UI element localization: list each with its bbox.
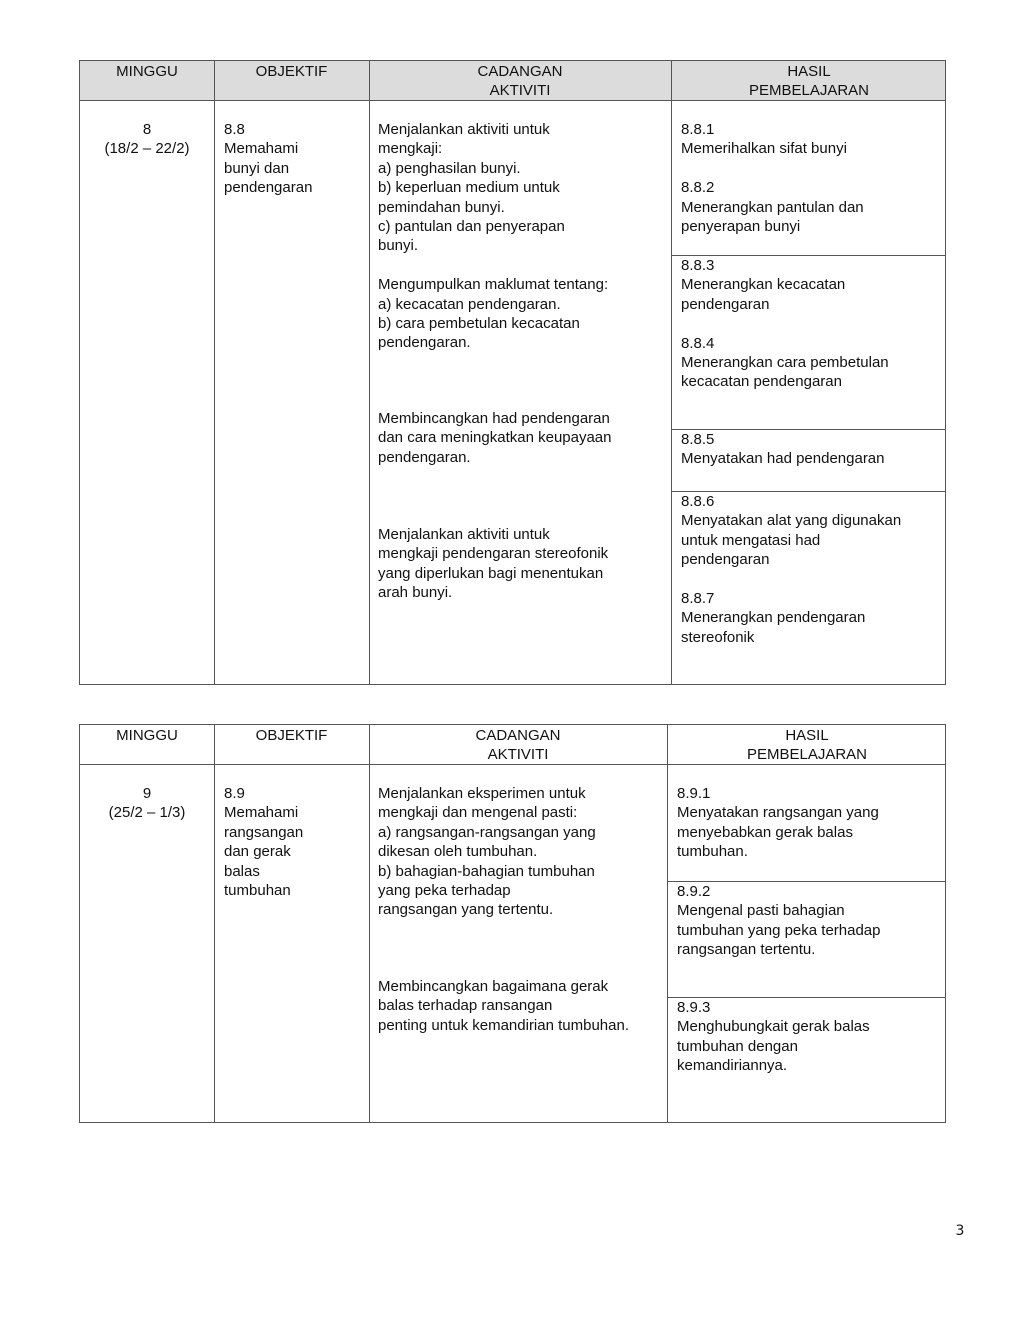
header-cadangan-aktiviti: CADANGAN AKTIVITI xyxy=(477,63,563,100)
column-divider xyxy=(214,61,215,684)
table-week-8 xyxy=(79,60,946,685)
objektif-cell: 8.8 Memahami bunyi dan pendengaran xyxy=(224,121,313,197)
hasil-cell-8-9-1: 8.9.1 Menyatakan rangsangan yang menyebabkan gerak balas tumbuhan. xyxy=(677,785,879,861)
aktiviti-block-2: Membincangkan bagaimana gerak balas terhadap ransangan penting untuk kemandirian tumbuhan. xyxy=(378,978,630,1034)
hasil-cell-8-8-5: 8.8.5 Menyatakan had pendengaran xyxy=(681,431,885,468)
minggu-cell: 9 (25/2 – 1/3) xyxy=(108,785,186,822)
column-divider xyxy=(369,61,370,684)
column-divider xyxy=(214,725,215,1122)
page-number: 3 xyxy=(955,1223,965,1239)
minggu-cell: 8 (18/2 – 22/2) xyxy=(104,121,190,158)
aktiviti-block-4: Menjalankan aktiviti untuk mengkaji pendengaran stereofonik yang diperlukan bagi menentukan arah bunyi. xyxy=(378,526,609,602)
header-cadangan-aktiviti: CADANGAN AKTIVITI xyxy=(475,727,561,764)
header-hasil-pembelajaran: HASIL PEMBELAJARAN xyxy=(746,727,868,764)
hasil-cell-8-8-6: 8.8.6 Menyatakan alat yang digunakan untuk mengatasi had pendengaran 8.8.7 Menerangkan pendengaran stereofonik xyxy=(681,493,902,646)
aktiviti-block-1: Menjalankan eksperimen untuk mengkaji dan mengenal pasti: a) rangsangan-rangsangan yang dikesan oleh tumbuhan. b) bahagian-bahagian tumbuhan yang peka terhadap rangsangan yang tertentu. xyxy=(378,785,596,919)
header-hasil-pembelajaran: HASIL PEMBELAJARAN xyxy=(748,63,870,100)
header-objektif: OBJEKTIF xyxy=(255,63,328,80)
column-divider xyxy=(369,725,370,1122)
hasil-cell-8-8-1: 8.8.1 Memerihalkan sifat bunyi 8.8.2 Menerangkan pantulan dan penyerapan bunyi xyxy=(681,121,864,236)
hasil-cell-8-8-3: 8.8.3 Menerangkan kecacatan pendengaran 8.8.4 Menerangkan cara pembetulan kecacatan pendengaran xyxy=(681,257,889,391)
hasil-cell-8-9-2: 8.9.2 Mengenal pasti bahagian tumbuhan yang peka terhadap rangsangan tertentu. xyxy=(677,883,881,959)
hasil-cell-8-9-3: 8.9.3 Menghubungkait gerak balas tumbuhan dengan kemandiriannya. xyxy=(677,999,870,1075)
aktiviti-block-1: Menjalankan aktiviti untuk mengkaji: a) penghasilan bunyi. b) keperluan medium untuk pemindahan bunyi. c) pantulan dan penyerapan bunyi. Mengumpulkan maklumat tentang: a) kecacatan pendengaran. b) cara pembetulan kecacatan pendengaran. xyxy=(378,121,609,352)
objektif-cell: 8.9 Memahami rangsangan dan gerak balas tumbuhan xyxy=(224,785,304,900)
aktiviti-block-3: Membincangkan had pendengaran dan cara meningkatkan keupayaan pendengaran. xyxy=(378,410,612,466)
column-divider xyxy=(667,725,668,1122)
header-minggu: MINGGU xyxy=(116,63,178,80)
table-week-9 xyxy=(79,724,946,1123)
header-objektif: OBJEKTIF xyxy=(255,727,328,744)
header-minggu: MINGGU xyxy=(116,727,178,744)
column-divider xyxy=(671,61,672,684)
